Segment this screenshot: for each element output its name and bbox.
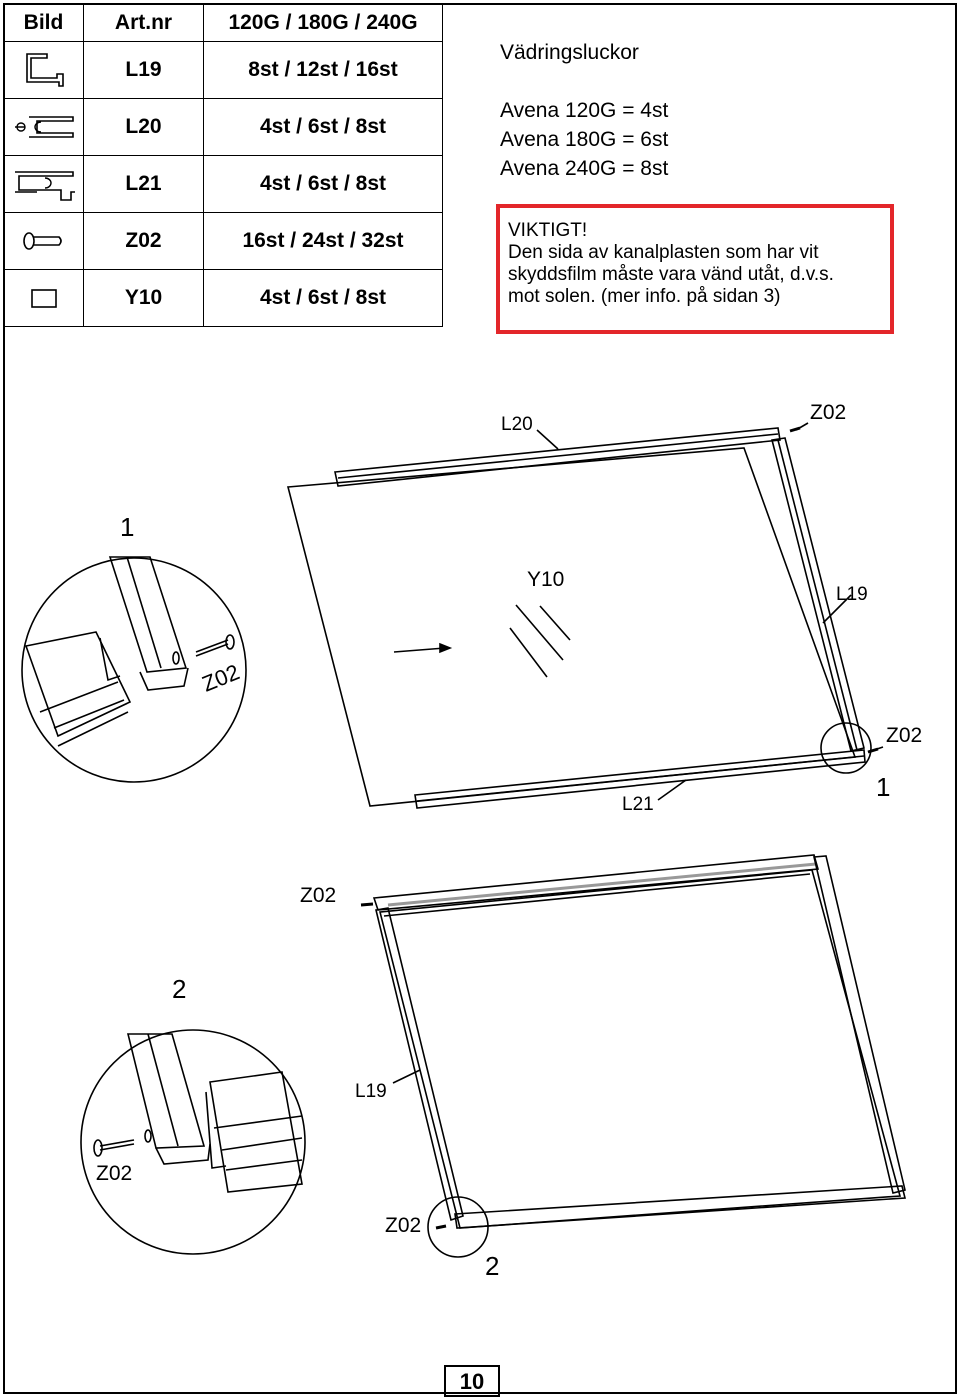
art-nr: Z02 [84,213,204,270]
quantity: 8st / 12st / 16st [204,42,443,99]
quantity: 16st / 24st / 32st [204,213,443,270]
quantity: 4st / 6st / 8st [204,270,443,327]
label-z02: Z02 [385,1214,422,1237]
label-l19: L19 [355,1081,387,1102]
frame-assembly-1 [288,423,883,808]
frame-assembly-2 [361,855,905,1257]
model-line: Avena 240G = 8st [500,157,669,180]
label-z02: Z02 [886,724,923,747]
section-title: Vädringsluckor [500,41,639,64]
model-line: Avena 180G = 6st [500,128,669,151]
label-y10: Y10 [527,568,565,591]
warning-line: skyddsfilm måste vara vänd utåt, d.v.s. [508,264,834,285]
art-nr: L20 [84,99,204,156]
header-quantities: 120G / 180G / 240G [204,4,443,42]
label-l19: L19 [836,584,868,605]
detail-label-z02: Z02 [198,659,244,697]
label-z02: Z02 [300,884,337,907]
model-line: Avena 120G = 4st [500,99,669,122]
step-number: 1 [120,512,135,542]
label-l21: L21 [622,794,654,815]
header-art-nr: Art.nr [84,4,204,42]
label-z02: Z02 [810,401,847,424]
quantity: 4st / 6st / 8st [204,99,443,156]
art-nr: L21 [84,156,204,213]
warning-line: mot solen. (mer info. på sidan 3) [508,286,781,307]
label-l20: L20 [501,414,533,435]
step-number: 2 [172,974,187,1004]
art-nr: L19 [84,42,204,99]
quantity: 4st / 6st / 8st [204,156,443,213]
step-number: 1 [876,772,891,802]
header-bild: Bild [4,4,84,42]
corner-detail-2 [81,1030,305,1254]
warning-line: Den sida av kanalplasten som har vit [508,242,819,263]
art-nr: Y10 [84,270,204,327]
detail-label-z02: Z02 [96,1162,133,1185]
step-number: 2 [485,1251,500,1281]
page-number: 10 [444,1365,500,1397]
warning-heading: VIKTIGT! [508,220,588,241]
